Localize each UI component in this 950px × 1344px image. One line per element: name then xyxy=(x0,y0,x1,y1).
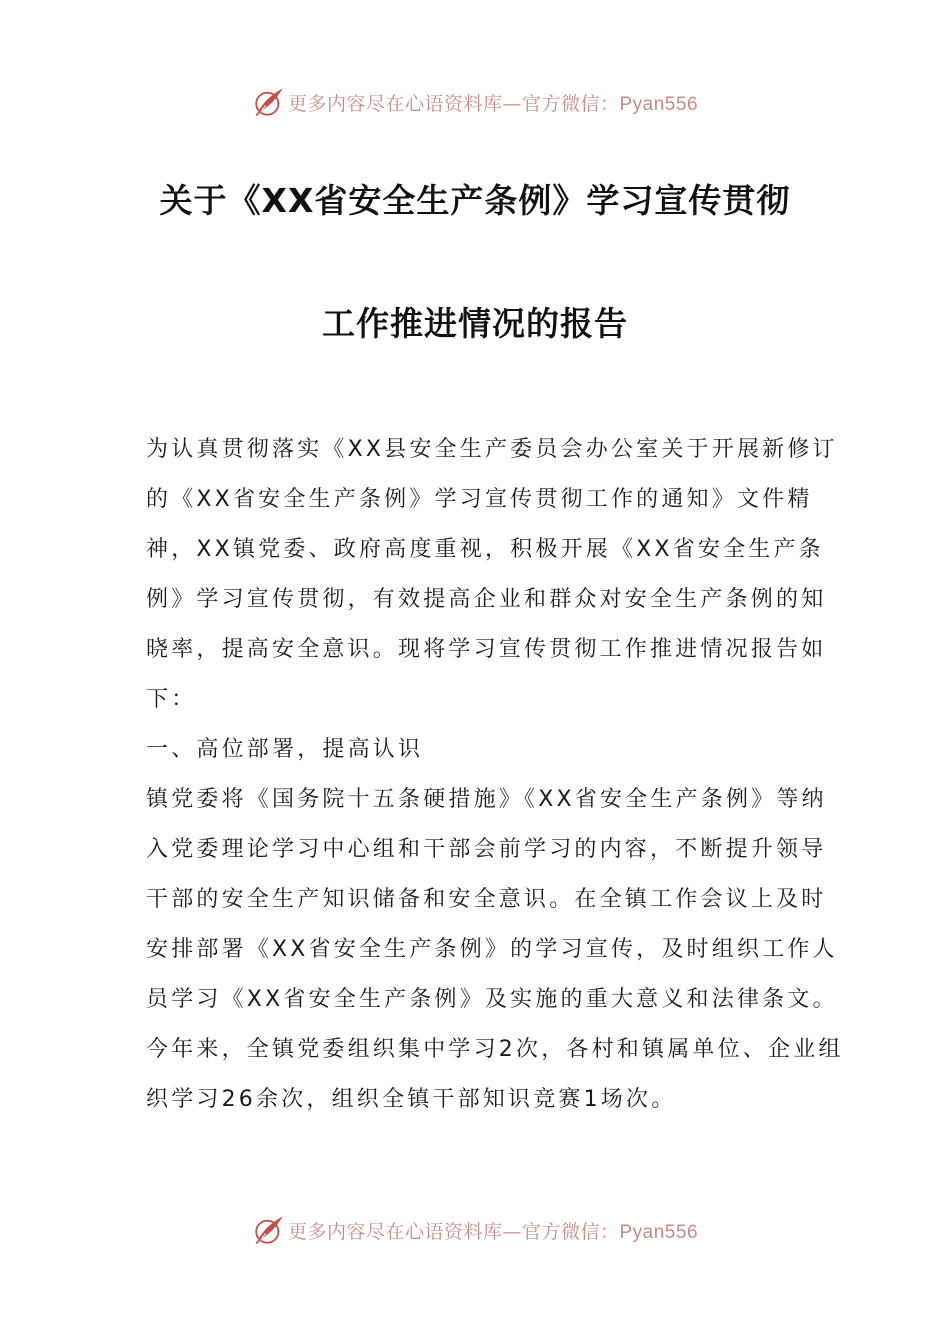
watermark-text xyxy=(288,89,698,116)
watermark-wechat-id: Pyan556 xyxy=(619,1221,699,1243)
quill-pen-logo-icon xyxy=(252,1213,286,1247)
intro-paragraph: 为认真贯彻落实《XX县安全生产委员会办公室关于开展新修订的《XX省安全生产条例》学习宣传贯彻工作的通知》文件精神，XX镇党委、政府高度重视，积极开展《XX省安全生产条例》学习宣传贯彻，有效提高企业和群众对安全生产条例的知晓率，提高安全意识。现将学习宣传贯彻工作推进情况报告如下： xyxy=(146,437,838,712)
document-body xyxy=(146,425,846,1125)
watermark-label: 更多内容尽在心语资料库—官方微信： xyxy=(287,1220,620,1243)
section-1-paragraph: 镇党委将《国务院十五条硬措施》《XX省安全生产条例》等纳入党委理论学习中心组和干部会前学习的内容，不断提升领导干部的安全生产知识储备和安全意识。在全镇工作会议上及时安排部署《XX省安全生产条例》的学习宣传，及时组织工作人员学习《XX省安全生产条例》及实施的重大意义和法律条文。今年来，全镇党委组织集中学习2次，各村和镇属单位、企业组织学习26余次，组织全镇干部知识竞赛1场次。 xyxy=(146,787,844,1112)
watermark-wechat-id: Pyan556 xyxy=(619,93,699,115)
document-title-line-1: 关于《XX省安全生产条例》学习宣传贯彻 xyxy=(159,181,791,220)
watermark-label: 更多内容尽在心语资料库—官方微信： xyxy=(287,92,620,115)
quill-pen-logo-icon xyxy=(252,85,286,119)
watermark-text xyxy=(288,1217,698,1244)
document-title-line-2: 工作推进情况的报告 xyxy=(322,304,628,343)
section-1-heading: 一、高位部署，提高认识 xyxy=(146,737,424,762)
watermark-footer xyxy=(0,1210,950,1250)
watermark-header xyxy=(0,82,950,122)
